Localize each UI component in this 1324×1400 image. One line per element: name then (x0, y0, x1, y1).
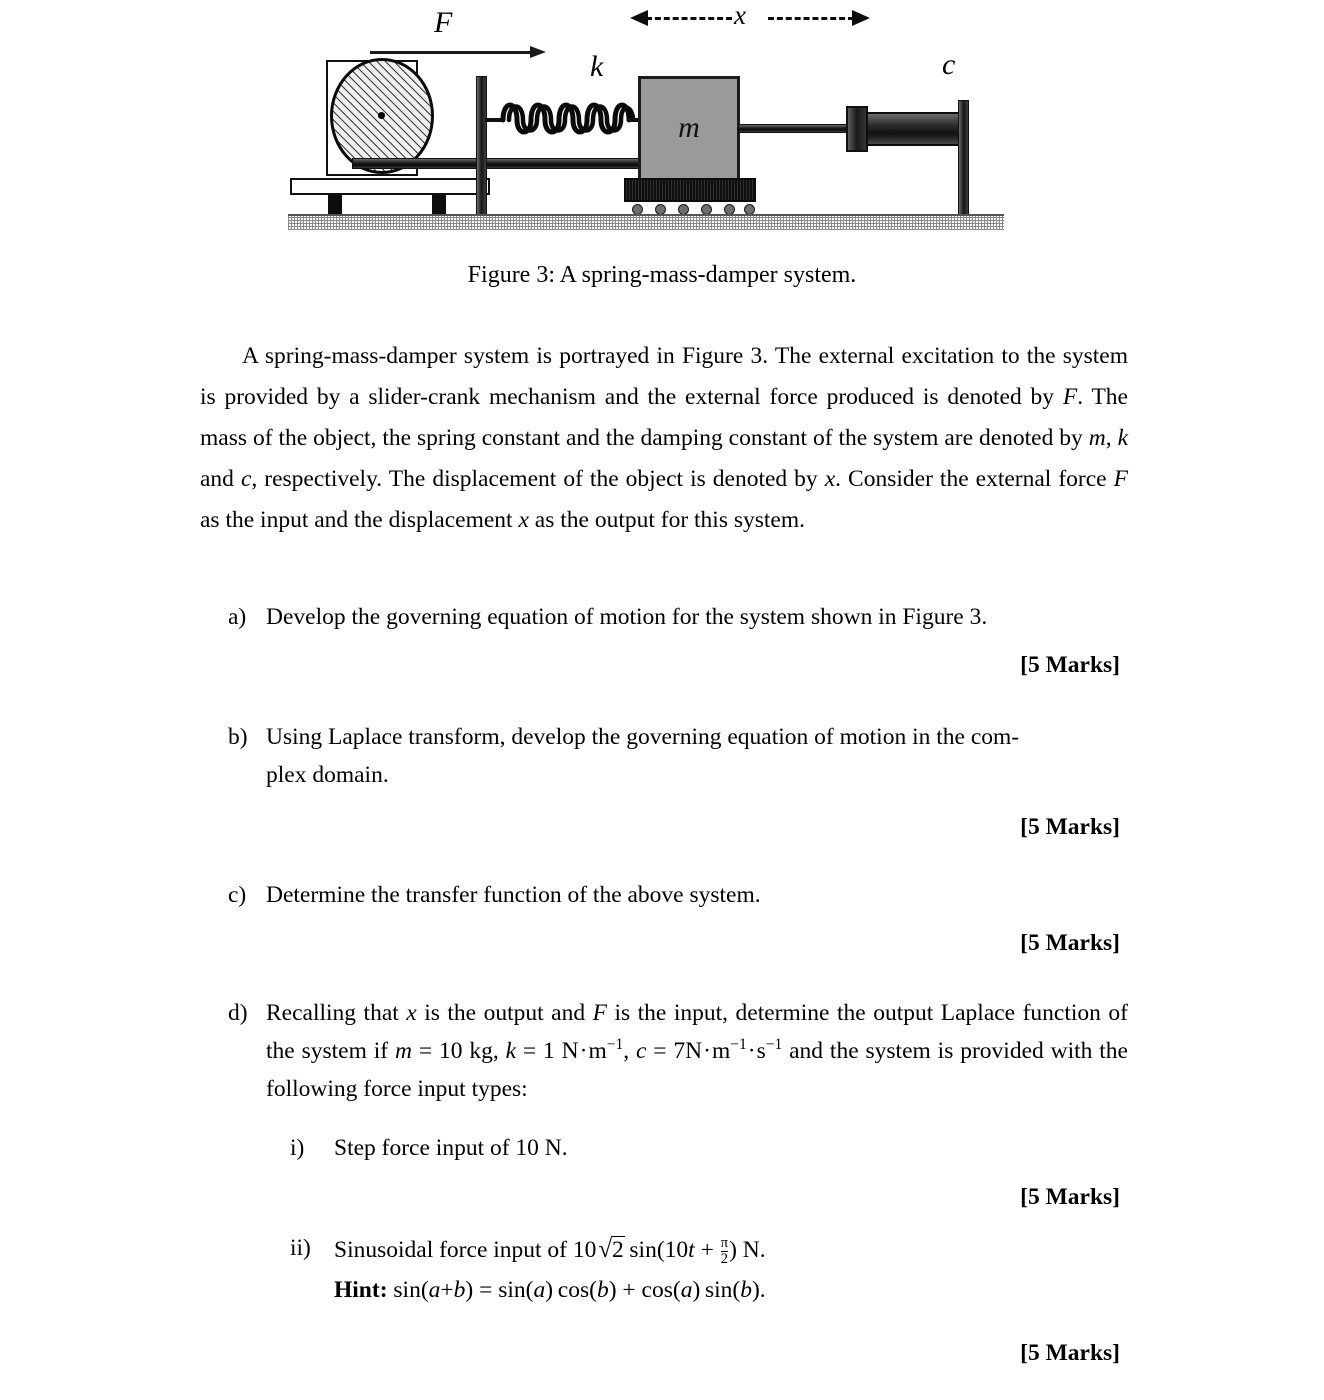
symbol-x: x (824, 465, 836, 492)
marks-badge-i: [5 Marks] (1020, 1184, 1120, 1210)
symbol-m: m (1088, 424, 1106, 451)
mass-cradle (624, 178, 756, 202)
figure-caption: Figure 3: A spring-mass-damper system. (467, 262, 857, 288)
cdot-icon: · (703, 1038, 711, 1065)
subquestion-item-i (290, 1130, 1130, 1168)
question-text-a: Develop the governing equation of motion for the system shown in Figure 3. (266, 604, 988, 630)
symbol-m: m (394, 1038, 412, 1065)
question-item-c (228, 876, 1128, 914)
marks-badge-b: [5 Marks] (1020, 814, 1120, 840)
question-marker-c: c) (228, 882, 247, 908)
fraction-pi-over-2: $\frac{\pi}{2}$ (720, 1234, 729, 1268)
coil-spring-icon (485, 96, 643, 138)
exponent: −1 (606, 1036, 624, 1054)
question-marker-d: d) (228, 1000, 248, 1026)
symbol-k: k (505, 1038, 517, 1065)
symbol-c: c (240, 465, 252, 492)
damper-label-c: c (942, 48, 956, 81)
displacement-arrow-icon (630, 0, 870, 36)
question-item-a (228, 598, 1128, 636)
symbol-c: c (635, 1038, 647, 1065)
displacement-arrow-head-right (852, 10, 870, 26)
wall-post-right (958, 100, 969, 218)
spring-label-k: k (590, 50, 604, 83)
force-arrow-shaft (370, 51, 535, 54)
sqrt-icon: √2 (598, 1236, 624, 1263)
hint-label: Hint: (334, 1276, 388, 1303)
cdot-icon: · (579, 1038, 588, 1065)
symbol-k: k (1117, 424, 1129, 451)
symbol-F: F (1062, 383, 1078, 410)
damper-cylinder (866, 112, 960, 146)
marks-badge-ii: [5 Marks] (1020, 1340, 1120, 1366)
ground-hatching (288, 214, 1004, 230)
displacement-label-x: x (734, 0, 746, 30)
cdot-icon: · (747, 1038, 756, 1065)
mass-label-m: m (678, 111, 700, 144)
mass-block (638, 76, 740, 186)
force-arrow-head (530, 46, 546, 58)
force-label-F: F (434, 6, 453, 39)
displacement-dash-left (646, 17, 732, 20)
symbol-x: x (518, 506, 529, 533)
figure-3-diagram (0, 0, 1324, 250)
force-arrow-icon (370, 46, 550, 58)
question-text-d: Recalling that x is the output and F is the input, determine the output Laplace function of the system if m = 10 kg, k = 1 $N\cdot m^{-1}$, $c = 7N\cdot m^{-1}\cdot s^{-1}$ and the system is provided with the following force input types: (266, 1000, 1128, 1103)
intro-paragraph: A spring-mass-damper system is portrayed in Figure 3. The external excitation to the system is provided by a slider-crank mechanism and the external force produced is denoted by F. The mass of the object, the spring constant and the damping constant of the system are denoted by m, k and c, respectively. The displacement of the object is denoted by x. Consider the external force F as the input and the displacement x as the output for this system. (200, 343, 1129, 533)
subquestion-text-i: Step force input of 10 N. (334, 1135, 568, 1161)
symbol-F: F (592, 1000, 607, 1026)
symbol-F: F (1113, 465, 1128, 492)
damper-rod (738, 124, 850, 133)
crank-pivot-icon (378, 112, 385, 119)
support-table-top (290, 178, 490, 195)
subquestion-item-ii (290, 1230, 1130, 1309)
question-item-b (228, 718, 1128, 794)
damper-piston (846, 106, 868, 152)
question-item-d (228, 994, 1128, 1108)
question-marker-a: a) (228, 604, 247, 630)
subquestion-text-ii: Sinusoidal force input of 10√2 sin(10t + $\frac{\pi}{2}$ ) N. (334, 1230, 1130, 1270)
subquestion-hint-ii: Hint: sin(a+b) = sin(a) cos(b) + cos(a) sin(b). (334, 1276, 766, 1303)
subquestion-marker-ii: ii) (290, 1235, 311, 1261)
exponent: −1 (730, 1036, 747, 1054)
symbol-x: x (406, 1000, 417, 1026)
displacement-dash-right (768, 17, 854, 20)
exponent: −1 (765, 1036, 783, 1054)
question-text-b: Using Laplace transform, develop the governing equation of motion in the com- plex domain. (266, 724, 1020, 789)
marks-badge-a: [5 Marks] (1020, 652, 1120, 678)
connecting-rod (352, 158, 682, 169)
question-marker-b: b) (228, 724, 248, 750)
marks-badge-c: [5 Marks] (1020, 930, 1120, 956)
spring-coils-svg (485, 96, 643, 138)
question-text-c: Determine the transfer function of the above system. (266, 882, 761, 908)
subquestion-marker-i: i) (290, 1135, 305, 1161)
figure-canvas (280, 0, 1040, 250)
